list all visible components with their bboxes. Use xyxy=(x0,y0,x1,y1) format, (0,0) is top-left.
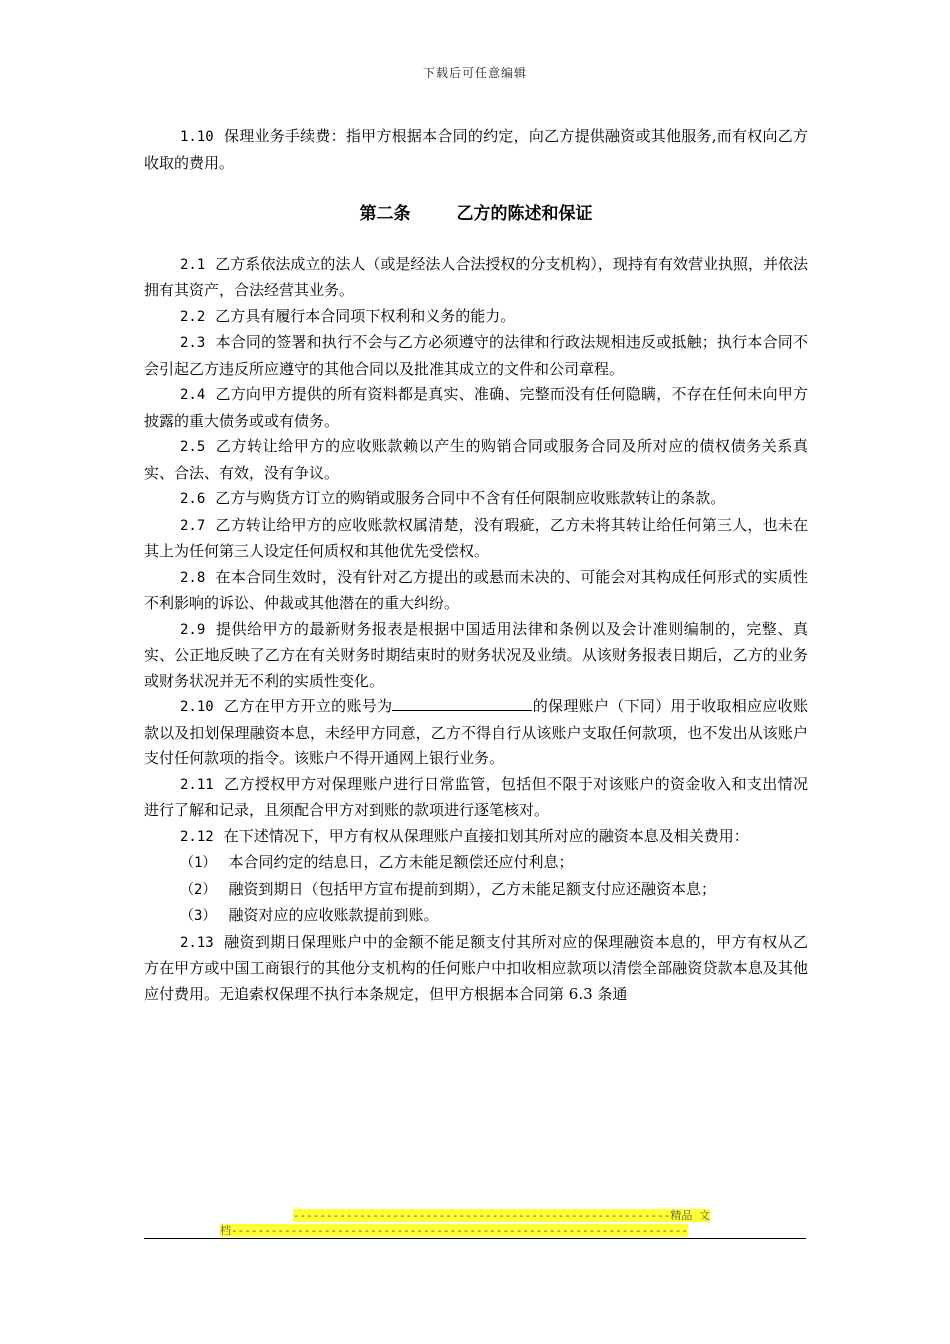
clause-text: 本合同的签署和执行不会与乙方必须遵守的法律和行政法规相违反或抵触；执行本合同不会引起乙方违反所应遵守的其他合同以及批准其成立的文件和公司章程。 xyxy=(144,333,808,378)
clause-number: 2.11 xyxy=(180,776,214,793)
footer-rule xyxy=(144,1238,806,1239)
item-text: 融资到期日（包括甲方宣布提前到期），乙方未能足额支付应还融资本息； xyxy=(228,879,716,898)
clause-2-13 xyxy=(144,930,808,1008)
clause-number: 2.8 xyxy=(180,569,206,586)
clause-text: 保理业务手续费：指甲方根据本合同的约定，向乙方提供融资或其他服务,而有权向乙方收取的费用。 xyxy=(144,127,808,172)
account-number-blank xyxy=(392,695,532,711)
clause-2-3 xyxy=(144,330,808,382)
clause-number: 1.10 xyxy=(180,129,214,145)
clause-text: 乙方与购货方订立的购销或服务合同中不含有任何限制应收账款转让的条款。 xyxy=(215,489,726,507)
article-title xyxy=(144,202,808,228)
clause-number: 2.9 xyxy=(180,621,206,638)
item-text: 融资对应的应收账款提前到账。 xyxy=(228,906,439,924)
clause-2-12-item-1 xyxy=(144,850,808,877)
clause-2-12-item-3 xyxy=(144,903,808,930)
clause-number: 2.6 xyxy=(180,491,206,507)
clause-text: 乙方授权甲方对保理账户进行日常监管，包括但不限于对该账户的资金收入和支出情况进行了解和记录，且须配合甲方对到账的款项进行逐笔核对。 xyxy=(144,774,808,819)
clause-number: 2.1 xyxy=(180,256,206,273)
clause-2-5 xyxy=(144,434,808,486)
clause-2-11 xyxy=(144,772,808,824)
clause-number: 2.12 xyxy=(180,828,214,845)
clause-number: 2.7 xyxy=(180,517,206,534)
clause-1-10 xyxy=(144,124,808,176)
article-number: 第二条 xyxy=(359,204,411,224)
item-mark: （3） xyxy=(180,908,217,924)
footer-watermark-line-2 xyxy=(220,1222,730,1238)
clause-text: 乙方在甲方开立的账号为 xyxy=(223,697,393,715)
clause-2-1 xyxy=(144,252,808,304)
clause-text: 融资到期日保理账户中的金额不能足额支付其所对应的保理融资本息的，甲方有权从乙方在甲方或中国工商银行的其他分支机构的任何账户中扣收相应款项以清偿全部融资贷款本息及其他应付费用。无追索权保理不执行本条规定，但甲方根据本合同第 6.3 条通 xyxy=(144,932,808,1003)
document-body xyxy=(144,124,808,1007)
clause-text: 乙方具有履行本合同项下权利和义务的能力。 xyxy=(215,306,516,325)
clause-number: 2.2 xyxy=(180,308,206,325)
footer-watermark-line-1 xyxy=(240,1207,710,1223)
clause-number: 2.3 xyxy=(180,335,206,351)
clause-2-12 xyxy=(144,824,808,851)
clause-text: 乙方向甲方提供的所有资料都是真实、准确、完整而没有任何隐瞒，不存在任何未向甲方披露的重大债务或或有债务。 xyxy=(144,385,808,430)
footer-text: ---------------------------------------------------------精品 文 xyxy=(292,1209,710,1222)
clause-number: 2.4 xyxy=(180,387,206,403)
clause-2-12-item-2 xyxy=(144,877,808,904)
item-mark: （2） xyxy=(180,881,217,898)
clause-text: 在本合同生效时，没有针对乙方提出的或悬而未决的、可能会对其构成任何形式的实质性不利影响的诉讼、仲裁或其他潜在的重大纠纷。 xyxy=(144,567,808,612)
clause-2-10 xyxy=(144,694,808,772)
clause-text: 乙方转让给甲方的应收账款赖以产生的购销合同或服务合同及所对应的债权债务关系真实、合法、有效，没有争议。 xyxy=(144,437,808,482)
clause-text: 的保理账户（下同）用于收取相应应收账款以及扣划保理融资本息，未经甲方同意，乙方不得自行从该账户支取任何款项，也不发出从该账户支付任何款项的指令。该账户不得开通网上银行业务。 xyxy=(144,697,808,767)
clause-text: 乙方转让给甲方的应收账款权属清楚，没有瑕疵，乙方未将其转让给任何第三人，也未在其上为任何第三人设定任何质权和其他优先受偿权。 xyxy=(144,515,808,560)
clause-text: 在下述情况下，甲方有权从保理账户直接扣划其所对应的融资本息及相关费用： xyxy=(223,826,749,845)
clause-text: 提供给甲方的最新财务报表是根据中国适用法律和条例以及会计准则编制的，完整、真实、公正地反映了乙方在有关财务时期结束时的财务状况及业绩。从该财务报表日期后，乙方的业务或财务状况并无不利的实质性变化。 xyxy=(144,619,808,690)
footer-text: 档--------------------------------------------------------------------- xyxy=(220,1224,688,1237)
clause-text: 乙方系依法成立的法人（或是经法人合法授权的分支机构），现持有有效营业执照，并依法拥有其资产，合法经营其业务。 xyxy=(144,254,808,299)
clause-2-8 xyxy=(144,565,808,617)
clause-number: 2.10 xyxy=(180,699,214,715)
clause-2-2 xyxy=(144,304,808,331)
item-text: 本合同约定的结息日，乙方未能足额偿还应付利息； xyxy=(228,853,574,871)
clause-2-7 xyxy=(144,513,808,565)
clause-2-9 xyxy=(144,617,808,695)
article-heading: 乙方的陈述和保证 xyxy=(456,204,593,224)
clause-2-6 xyxy=(144,486,808,513)
clause-number: 2.5 xyxy=(180,439,206,455)
clause-number: 2.13 xyxy=(180,934,214,951)
page-header: 下载后可任意编辑 xyxy=(422,66,527,80)
item-mark: （1） xyxy=(180,855,217,871)
clause-2-4 xyxy=(144,382,808,434)
